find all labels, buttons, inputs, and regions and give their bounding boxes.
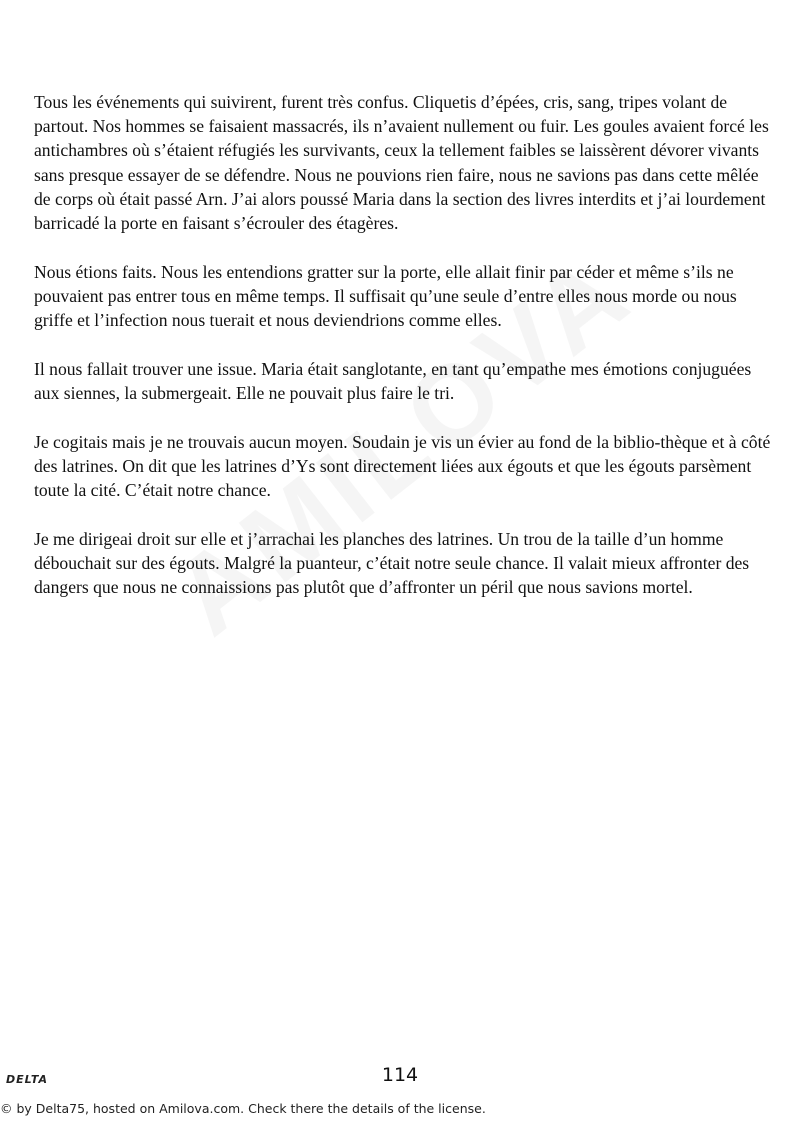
paragraph-4: Je cogitais mais je ne trouvais aucun moyen. Soudain je vis un évier au fond de la biblio-thèque et à côté des latrines. On dit que les latrines d’Ys sont directement liées aux égouts et que les égouts parsèment toute la cité. C’était notre chance.: [34, 431, 771, 501]
story-text: [34, 90, 778, 624]
paragraph-3: Il nous fallait trouver une issue. Maria était sanglotante, en tant qu’empathe mes émotions conjuguées aux siennes, la submergeait. Elle ne pouvait plus faire le tri.: [34, 358, 752, 404]
license-notice: © by Delta75, hosted on Amilova.com. Check there the details of the license.: [0, 1101, 486, 1116]
author-signature: DELTA: [6, 1073, 48, 1086]
page-number: 114: [381, 1064, 419, 1086]
paragraph-2: Nous étions faits. Nous les entendions gratter sur la porte, elle allait finir par céder et même s’ils ne pouvaient pas entrer tous en même temps. Il suffisait qu’une seule d’entre elles nous morde ou nous griffe et l’infection nous tuerait et nous deviendrions comme elles.: [34, 261, 737, 331]
paragraph-1: Tous les événements qui suivirent, furent très confus. Cliquetis d’épées, cris, sang, tripes volant de partout. Nos hommes se faisaient massacrés, ils n’avaient nullement ou fuir. Les goules avaient forcé les antichambres où s’étaient réfugiés les survivants, ceux la tellement faibles se laissèrent dévorer vivants sans presque essayer de se défendre. Nous ne pouvions rien faire, nous ne savions pas dans cette mêlée de corps où était passé Arn. J’ai alors poussé Maria dans la section des livres interdits et j’ai lourdement barricadé la porte en faisant s’écrouler des étagères.: [34, 92, 769, 234]
paragraph-5: Je me dirigeai droit sur elle et j’arrachai les planches des latrines. Un trou de la taille d’un homme débouchait sur des égouts. Malgré la puanteur, c’était notre seule chance. Il valait mieux affronter des dangers que nous ne connaissions pas plutôt que d’affronter un péril que nous savions mortel.: [34, 528, 750, 598]
